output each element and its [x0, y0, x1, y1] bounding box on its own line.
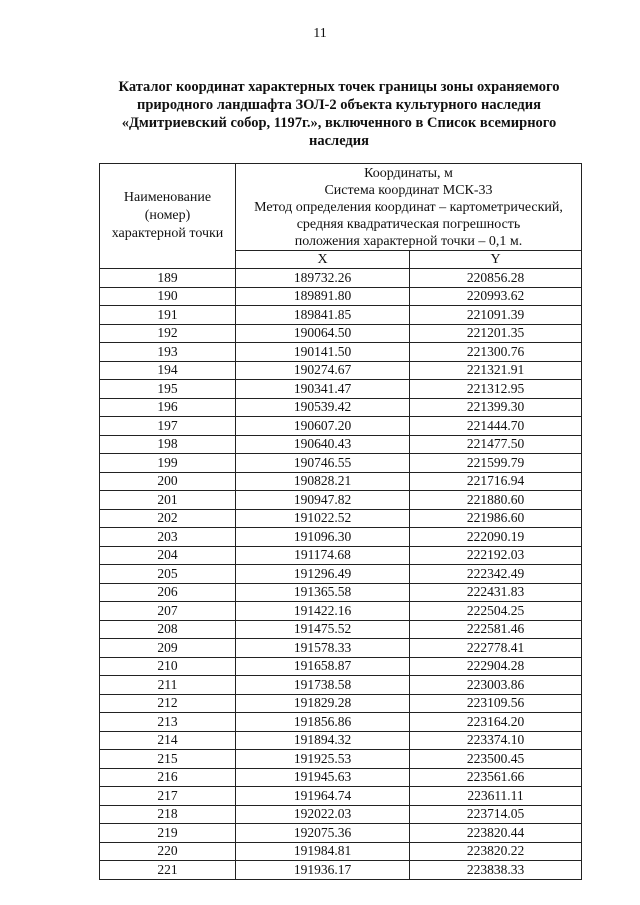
y-coordinate-cell: 222904.28: [410, 657, 582, 676]
y-coordinate-cell: 222581.46: [410, 620, 582, 639]
table-row: [100, 398, 582, 417]
point-number-cell: 201: [100, 491, 236, 510]
table-row: [100, 361, 582, 380]
point-number-cell: 197: [100, 417, 236, 436]
y-coordinate-cell: 223003.86: [410, 676, 582, 695]
point-number-cell: 215: [100, 750, 236, 769]
point-number-cell: 200: [100, 472, 236, 491]
x-coordinate-cell: 191829.28: [236, 694, 410, 713]
x-coordinate-cell: 191894.32: [236, 731, 410, 750]
y-coordinate-cell: 222504.25: [410, 602, 582, 621]
y-coordinate-cell: 221091.39: [410, 306, 582, 325]
y-coordinate-cell: 223838.33: [410, 861, 582, 880]
x-coordinate-cell: 191022.52: [236, 509, 410, 528]
x-coordinate-cell: 190141.50: [236, 343, 410, 362]
table-row: [100, 583, 582, 602]
x-coordinate-cell: 191945.63: [236, 768, 410, 787]
x-coordinate-cell: 191936.17: [236, 861, 410, 880]
table-row: [100, 694, 582, 713]
x-coordinate-cell: 191658.87: [236, 657, 410, 676]
point-number-cell: 203: [100, 528, 236, 547]
x-coordinate-cell: 191096.30: [236, 528, 410, 547]
x-coordinate-cell: 191422.16: [236, 602, 410, 621]
table-row: [100, 676, 582, 695]
table-row: [100, 306, 582, 325]
point-number-cell: 199: [100, 454, 236, 473]
point-number-cell: 213: [100, 713, 236, 732]
x-coordinate-cell: 191578.33: [236, 639, 410, 658]
table-row: [100, 620, 582, 639]
coordinates-table: [99, 163, 582, 880]
table-row: [100, 380, 582, 399]
point-number-cell: 210: [100, 657, 236, 676]
point-number-cell: 219: [100, 824, 236, 843]
header-line: Наименование: [123, 190, 212, 205]
point-name-header: [100, 164, 236, 269]
x-coordinate-cell: 190607.20: [236, 417, 410, 436]
table-body: [100, 269, 582, 880]
y-coordinate-cell: 222090.19: [410, 528, 582, 547]
point-number-cell: 190: [100, 287, 236, 306]
x-coordinate-cell: 190064.50: [236, 324, 410, 343]
header-line: Система координат МСК-33: [324, 182, 493, 198]
table-row: [100, 417, 582, 436]
x-coordinate-cell: 191984.81: [236, 842, 410, 861]
x-coordinate-cell: 191475.52: [236, 620, 410, 639]
x-coordinate-cell: 190341.47: [236, 380, 410, 399]
point-number-cell: 220: [100, 842, 236, 861]
table-row: [100, 657, 582, 676]
y-coordinate-cell: 220856.28: [410, 269, 582, 288]
point-number-cell: 217: [100, 787, 236, 806]
y-coordinate-cell: 221599.79: [410, 454, 582, 473]
header-line: (номер): [144, 208, 191, 223]
table-row: [100, 805, 582, 824]
table-row: [100, 639, 582, 658]
x-coordinate-cell: 190947.82: [236, 491, 410, 510]
y-coordinate-cell: 221321.91: [410, 361, 582, 380]
title-line: наследия: [309, 133, 369, 149]
point-number-cell: 221: [100, 861, 236, 880]
point-number-cell: 191: [100, 306, 236, 325]
x-coordinate-cell: 192075.36: [236, 824, 410, 843]
header-line: характерной точки: [111, 226, 224, 241]
table-row: [100, 842, 582, 861]
y-coordinate-cell: 221201.35: [410, 324, 582, 343]
y-coordinate-cell: 221716.94: [410, 472, 582, 491]
x-coordinate-cell: 190539.42: [236, 398, 410, 417]
point-number-cell: 208: [100, 620, 236, 639]
x-coordinate-cell: 191365.58: [236, 583, 410, 602]
point-number-cell: 214: [100, 731, 236, 750]
table-row: [100, 491, 582, 510]
table-row: [100, 343, 582, 362]
y-coordinate-cell: 221986.60: [410, 509, 582, 528]
point-number-cell: 195: [100, 380, 236, 399]
x-coordinate-cell: 190640.43: [236, 435, 410, 454]
y-coordinate-cell: 223611.11: [410, 787, 582, 806]
table-row: [100, 750, 582, 769]
table-row: [100, 528, 582, 547]
table-row: [100, 861, 582, 880]
point-number-cell: 202: [100, 509, 236, 528]
y-coordinate-cell: 222192.03: [410, 546, 582, 565]
document-title: [98, 78, 580, 150]
y-coordinate-cell: 221444.70: [410, 417, 582, 436]
table-row: [100, 269, 582, 288]
y-coordinate-cell: 222342.49: [410, 565, 582, 584]
point-number-cell: 205: [100, 565, 236, 584]
x-coordinate-cell: 191738.58: [236, 676, 410, 695]
y-coordinate-cell: 222778.41: [410, 639, 582, 658]
point-number-cell: 211: [100, 676, 236, 695]
table-row: [100, 509, 582, 528]
x-coordinate-cell: 191925.53: [236, 750, 410, 769]
point-number-cell: 206: [100, 583, 236, 602]
x-coordinate-cell: 189841.85: [236, 306, 410, 325]
header-line: Координаты, м: [364, 165, 453, 181]
table-row: [100, 324, 582, 343]
table-row: [100, 602, 582, 621]
y-coordinate-cell: 223374.10: [410, 731, 582, 750]
coordinates-header: [236, 164, 582, 251]
x-coordinate-cell: 190828.21: [236, 472, 410, 491]
y-coordinate-cell: 223820.22: [410, 842, 582, 861]
header-line: положения характерной точки – 0,1 м.: [294, 233, 523, 249]
point-number-cell: 198: [100, 435, 236, 454]
y-coordinate-cell: 220993.62: [410, 287, 582, 306]
point-number-cell: 189: [100, 269, 236, 288]
y-coordinate-cell: 221300.76: [410, 343, 582, 362]
y-coordinate-cell: 223500.45: [410, 750, 582, 769]
page-number: 11: [313, 26, 327, 41]
y-column-header: Y: [410, 251, 582, 269]
table-row: [100, 435, 582, 454]
point-number-cell: 216: [100, 768, 236, 787]
title-line: природного ландшафта ЗОЛ-2 объекта культурного наследия: [137, 97, 541, 113]
x-coordinate-cell: 191174.68: [236, 546, 410, 565]
x-coordinate-cell: 190746.55: [236, 454, 410, 473]
y-coordinate-cell: 223820.44: [410, 824, 582, 843]
x-coordinate-cell: 189732.26: [236, 269, 410, 288]
table-row: [100, 454, 582, 473]
y-coordinate-cell: 221399.30: [410, 398, 582, 417]
point-number-cell: 196: [100, 398, 236, 417]
y-coordinate-cell: 223164.20: [410, 713, 582, 732]
point-number-cell: 194: [100, 361, 236, 380]
x-coordinate-cell: 192022.03: [236, 805, 410, 824]
header-line: средняя квадратическая погрешность: [296, 216, 521, 232]
y-coordinate-cell: 223714.05: [410, 805, 582, 824]
table-row: [100, 731, 582, 750]
table-row: [100, 713, 582, 732]
point-number-cell: 192: [100, 324, 236, 343]
point-number-cell: 193: [100, 343, 236, 362]
point-number-cell: 207: [100, 602, 236, 621]
table-row: [100, 824, 582, 843]
y-coordinate-cell: 221880.60: [410, 491, 582, 510]
point-number-cell: 209: [100, 639, 236, 658]
table-row: [100, 546, 582, 565]
y-coordinate-cell: 221477.50: [410, 435, 582, 454]
y-coordinate-cell: 221312.95: [410, 380, 582, 399]
y-coordinate-cell: 223109.56: [410, 694, 582, 713]
y-coordinate-cell: 223561.66: [410, 768, 582, 787]
point-number-cell: 212: [100, 694, 236, 713]
x-coordinate-cell: 191856.86: [236, 713, 410, 732]
header-line: Метод определения координат – картометрический,: [254, 199, 563, 215]
x-coordinate-cell: 189891.80: [236, 287, 410, 306]
x-column-header: X: [236, 251, 410, 269]
table-row: [100, 287, 582, 306]
x-coordinate-cell: 190274.67: [236, 361, 410, 380]
table-row: [100, 565, 582, 584]
table-row: [100, 768, 582, 787]
title-line: Каталог координат характерных точек границы зоны охраняемого: [118, 79, 560, 95]
point-number-cell: 218: [100, 805, 236, 824]
x-coordinate-cell: 191296.49: [236, 565, 410, 584]
y-coordinate-cell: 222431.83: [410, 583, 582, 602]
x-coordinate-cell: 191964.74: [236, 787, 410, 806]
point-number-cell: 204: [100, 546, 236, 565]
title-line: «Дмитриевский собор, 1197г.», включенного в Список всемирного: [121, 115, 557, 131]
table-row: [100, 787, 582, 806]
table-row: [100, 472, 582, 491]
